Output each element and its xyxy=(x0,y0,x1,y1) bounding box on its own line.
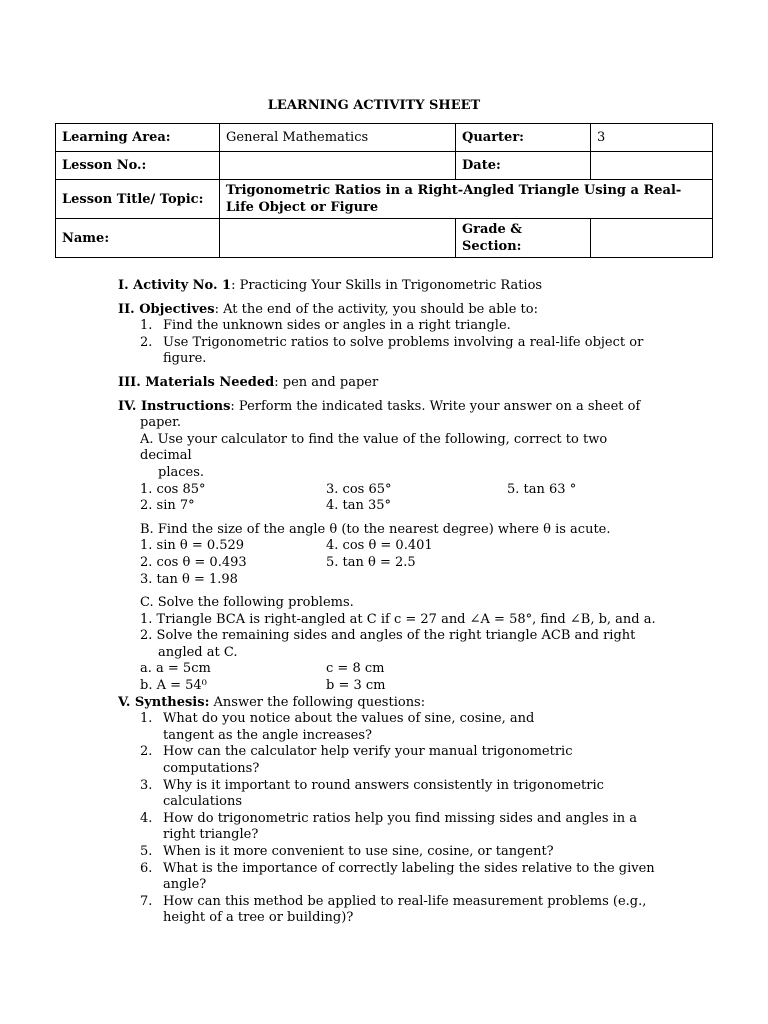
date-value xyxy=(591,152,713,180)
part-a-items xyxy=(118,482,658,515)
section-heading: II. Objectives xyxy=(118,301,215,317)
quarter-label: Quarter: xyxy=(456,124,591,152)
list-item xyxy=(326,572,526,589)
list-item: 1. What do you notice about the values of sine, cosine, and tangent as the angle increases? xyxy=(140,711,535,743)
list-item: 3. Why is it important to round answers consistently in trigonometric calculations xyxy=(140,777,604,810)
list-item: 5. tan 63 ° xyxy=(507,481,577,497)
name-label: Name: xyxy=(56,219,220,258)
section-text: : Perform the indicated tasks. Write your answer on a sheet of paper. xyxy=(140,398,641,431)
section-text: Answer the following questions: xyxy=(209,694,426,710)
part-b-items xyxy=(118,538,658,588)
section-text: : Practicing Your Skills in Trigonometric Ratios xyxy=(231,278,543,293)
part-c-items xyxy=(118,661,658,694)
section-activity xyxy=(118,278,658,295)
lesson-no-label: Lesson No.: xyxy=(56,152,220,180)
section-materials xyxy=(118,375,658,392)
lesson-no-value xyxy=(220,152,456,180)
part-c-intro: C. Solve the following problems. xyxy=(140,595,354,611)
list-item: 6. What is the importance of correctly labeling the sides relative to the given angle? xyxy=(140,860,655,893)
section-instructions xyxy=(118,399,658,432)
list-item: 1. cos 85° xyxy=(140,481,206,497)
list-item: b = 3 cm xyxy=(326,678,386,694)
grade-section-value xyxy=(591,219,713,258)
part-a-line: A. Use your calculator to find the value of the following, correct to two decimal xyxy=(140,431,608,464)
list-item: 5. When is it more convenient to use sine, cosine, or tangent? xyxy=(140,844,554,859)
page-title: LEARNING ACTIVITY SHEET xyxy=(267,98,481,113)
section-heading: V. Synthesis: xyxy=(118,694,210,710)
list-item: b. A = 54⁰ xyxy=(140,678,207,694)
section-heading: I. Activity No. 1 xyxy=(118,278,232,293)
list-item: c = 8 cm xyxy=(326,661,385,677)
part-c-problem: 1. Triangle BCA is right-angled at C if c = 27 and ∠A = 58°, find ∠B, b, and a. xyxy=(140,611,656,627)
quarter-value: 3 xyxy=(591,124,713,152)
date-label: Date: xyxy=(456,152,591,180)
lesson-title-value: Trigonometric Ratios in a Right-Angled Triangle Using a Real-Life Object or Figure xyxy=(220,180,713,219)
learning-area-label: Learning Area: xyxy=(56,124,220,152)
section-text: : pen and paper xyxy=(274,374,379,390)
list-item: 4. cos θ = 0.401 xyxy=(326,538,433,554)
part-c-problem: angled at C. xyxy=(158,644,238,660)
section-heading: III. Materials Needed xyxy=(118,374,275,390)
list-item: 5. tan θ = 2.5 xyxy=(326,554,416,570)
grade-section-label: Grade & Section: xyxy=(456,219,591,258)
list-item: 7. How can this method be applied to real-life measurement problems (e.g., height of a tree or building)? xyxy=(140,893,647,926)
part-b-intro: B. Find the size of the angle θ (to the nearest degree) where θ is acute. xyxy=(140,521,611,537)
list-item xyxy=(507,498,657,515)
list-item: a. a = 5cm xyxy=(140,661,211,677)
list-item: 1. Find the unknown sides or angles in a right triangle. xyxy=(140,318,511,334)
list-item: 4. How do trigonometric ratios help you find missing sides and angles in a right triangle? xyxy=(140,810,638,843)
part-c-problem: 2. Solve the remaining sides and angles of the right triangle ACB and right xyxy=(140,628,636,644)
list-item: 2. Use Trigonometric ratios to solve problems involving a real-life object or figure. xyxy=(140,334,644,367)
list-item: 3. cos 65° xyxy=(326,481,392,497)
list-item: 3. tan θ = 1.98 xyxy=(140,571,238,587)
list-item: 4. tan 35° xyxy=(326,498,392,514)
list-item: 2. How can the calculator help verify your manual trigonometric computations? xyxy=(140,744,573,777)
section-synthesis xyxy=(118,695,658,712)
lesson-title-label: Lesson Title/ Topic: xyxy=(56,180,220,219)
section-heading: IV. Instructions xyxy=(118,398,231,414)
part-a-line: places. xyxy=(158,464,205,480)
name-value xyxy=(220,219,456,258)
info-table xyxy=(55,123,713,258)
activity-body xyxy=(118,278,658,927)
list-item: 2. sin 7° xyxy=(140,498,195,514)
list-item: 2. cos θ = 0.493 xyxy=(140,554,247,570)
list-item: 1. sin θ = 0.529 xyxy=(140,538,245,554)
section-objectives xyxy=(118,302,658,319)
section-text: : At the end of the activity, you should be able to: xyxy=(214,301,538,317)
learning-area-value: General Mathematics xyxy=(220,124,456,152)
